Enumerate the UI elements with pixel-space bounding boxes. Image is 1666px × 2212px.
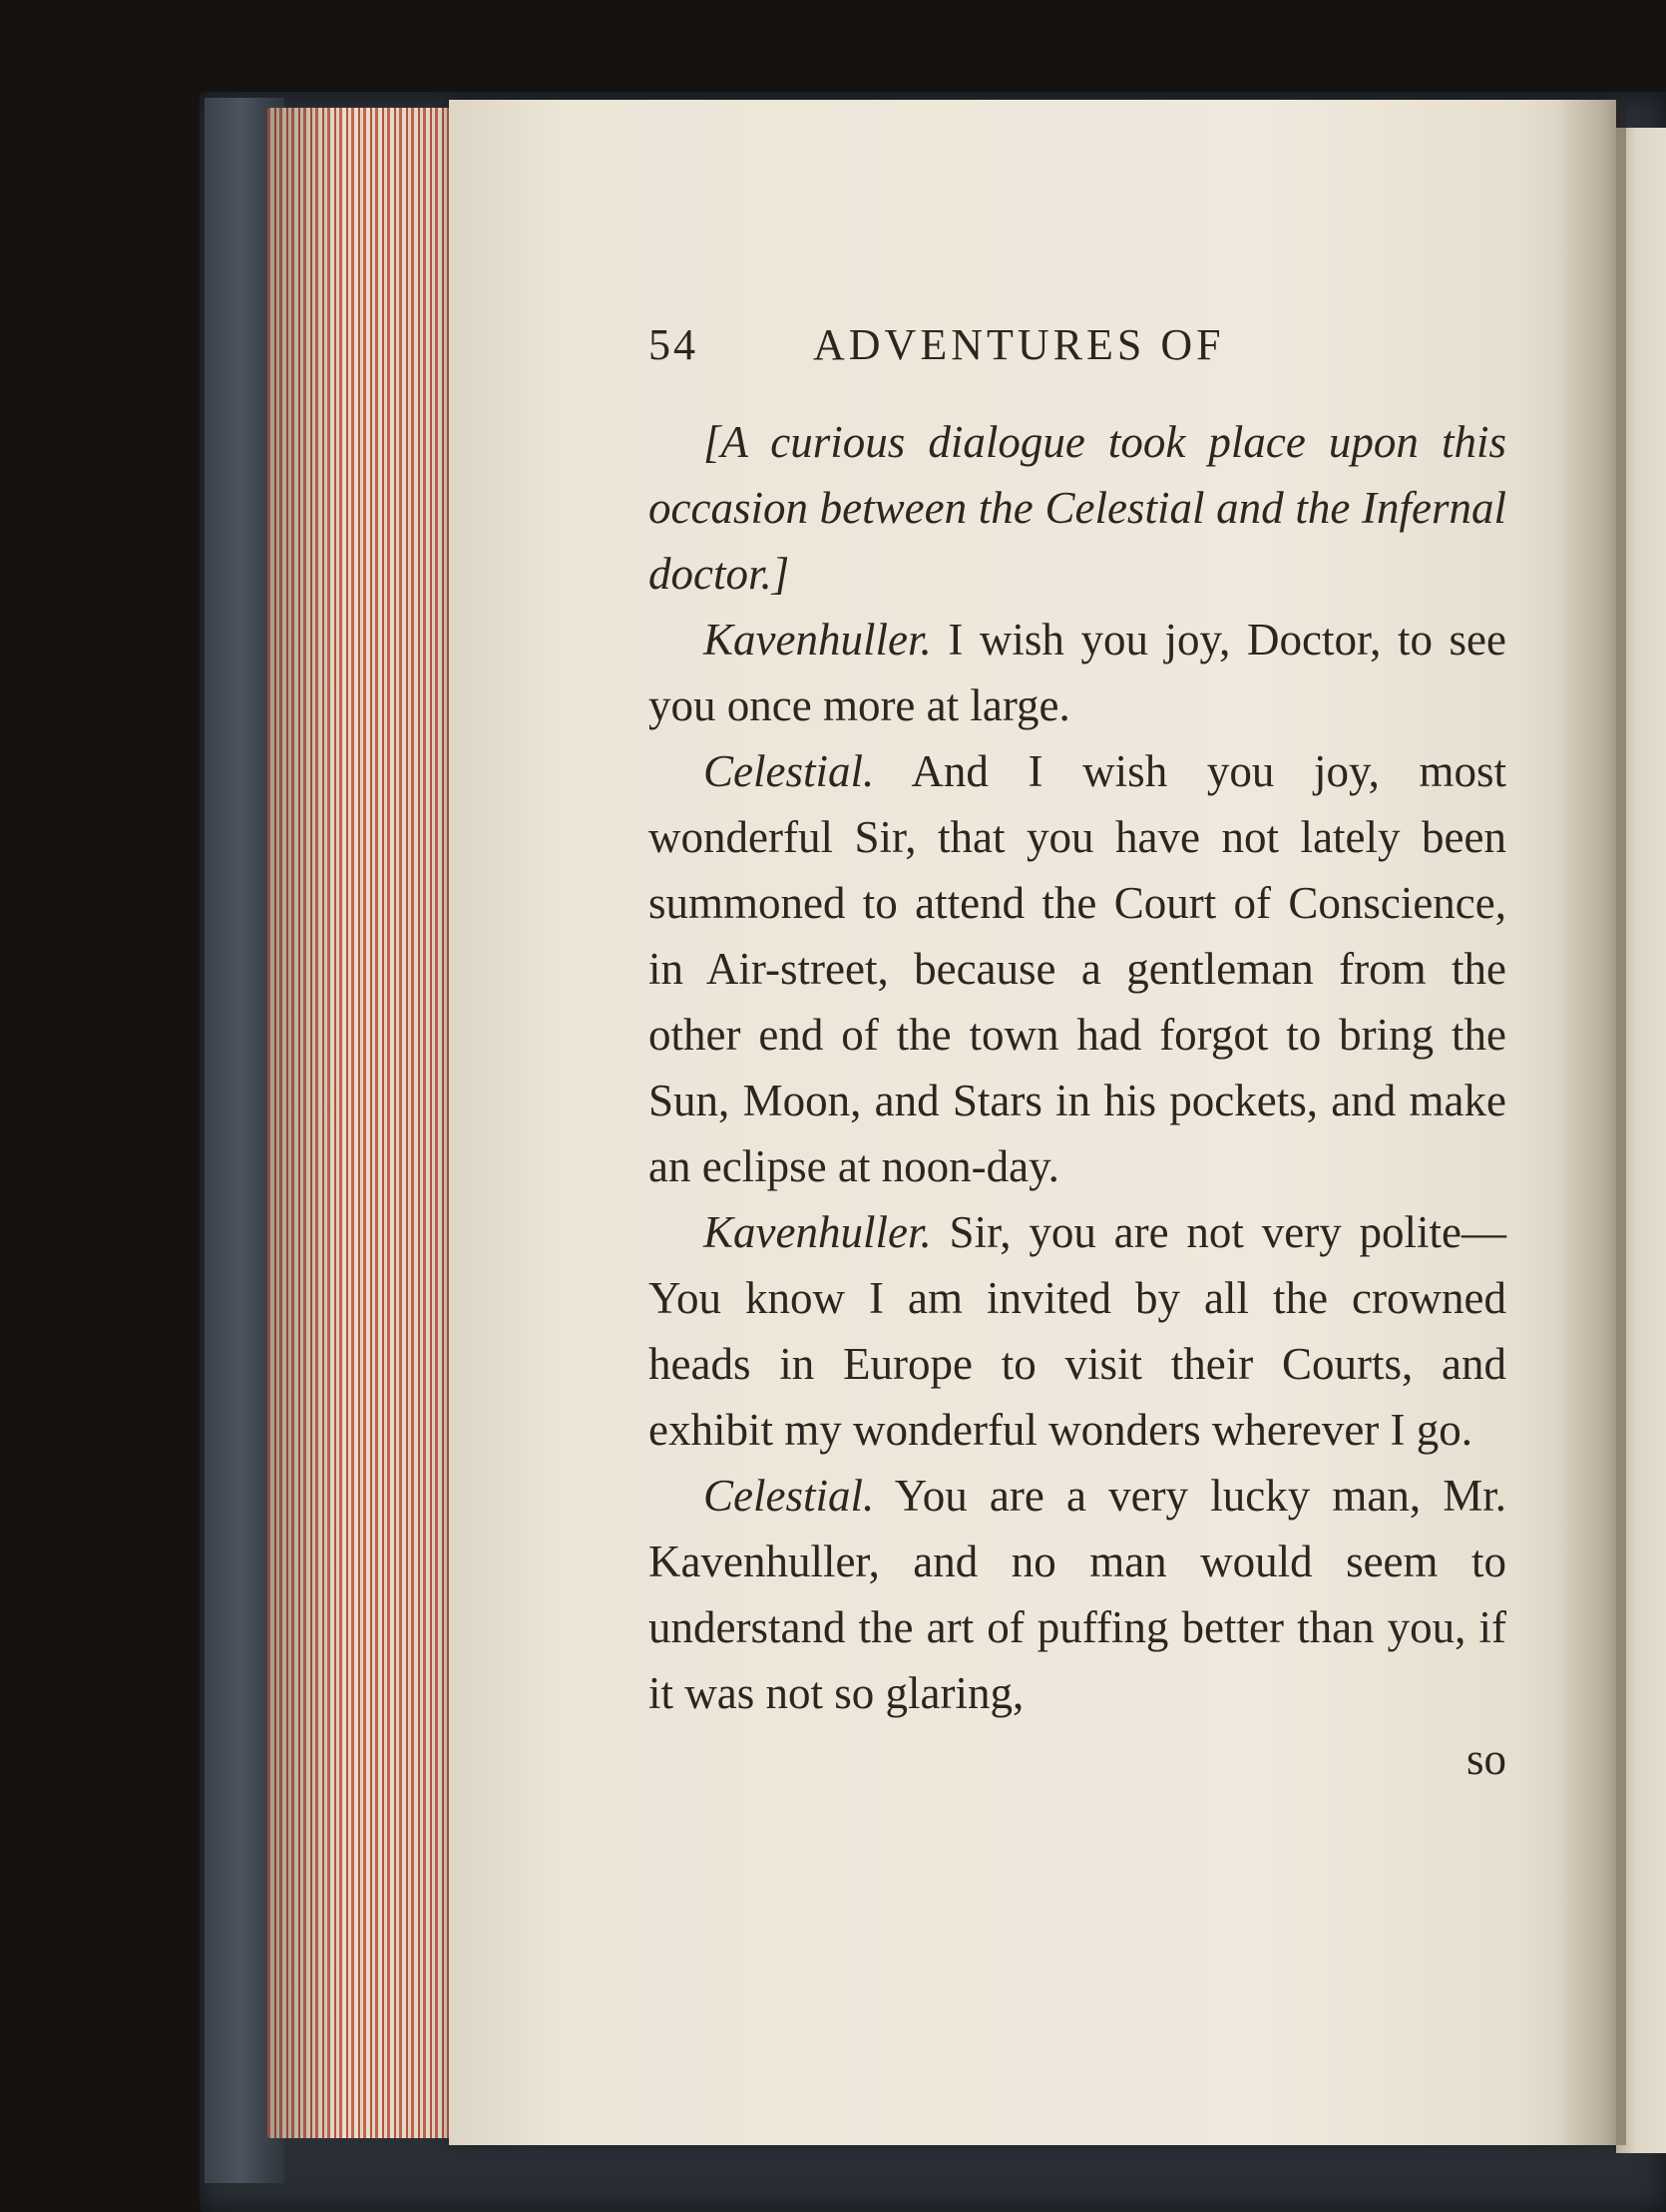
speaker-name: Kavenhuller. (703, 1207, 932, 1257)
page-header (648, 319, 1506, 399)
dialogue-paragraph (648, 1199, 1506, 1463)
gutter-shadow (1556, 100, 1626, 2145)
speaker-name: Celestial. (703, 1471, 875, 1521)
speaker-name: Kavenhuller. (703, 615, 932, 664)
catchword: so (1465, 1734, 1506, 1784)
dialogue-paragraph (648, 1463, 1506, 1726)
speech-text: Sir, you are not very polite—You know I am invited by all the crowned heads in Europe to visit their Courts, and exhibit my wonderful wonders wherever I go. (648, 1207, 1506, 1455)
speech-text: You are a very lucky man, Mr. Kavenhuller, and no man would seem to understand the art of puffing better than you, if it was not so glaring, (648, 1471, 1506, 1718)
running-title: ADVENTURES OF (813, 320, 1225, 369)
dialogue-paragraph (648, 607, 1506, 738)
page-edges-shading (267, 108, 459, 2138)
page-number: 54 (648, 320, 698, 369)
page-text (648, 319, 1506, 1792)
speaker-name: Celestial. (703, 746, 875, 796)
speech-text: I wish you joy, Doctor, to see you once more at large. (648, 615, 1507, 730)
dialogue-paragraph (648, 738, 1506, 1199)
intro-note: [A curious dialogue took place upon this occasion between the Celestial and the Infernal doctor.] (648, 417, 1506, 599)
speech-text: And I wish you joy, most wonderful Sir, that you have not lately been summoned to attend the Court of Conscience, in Air-street, because a gentleman from the other end of the town had forgot to bring the Sun, Moon, and Stars in his pockets, and make an eclipse at noon-day. (648, 746, 1506, 1191)
